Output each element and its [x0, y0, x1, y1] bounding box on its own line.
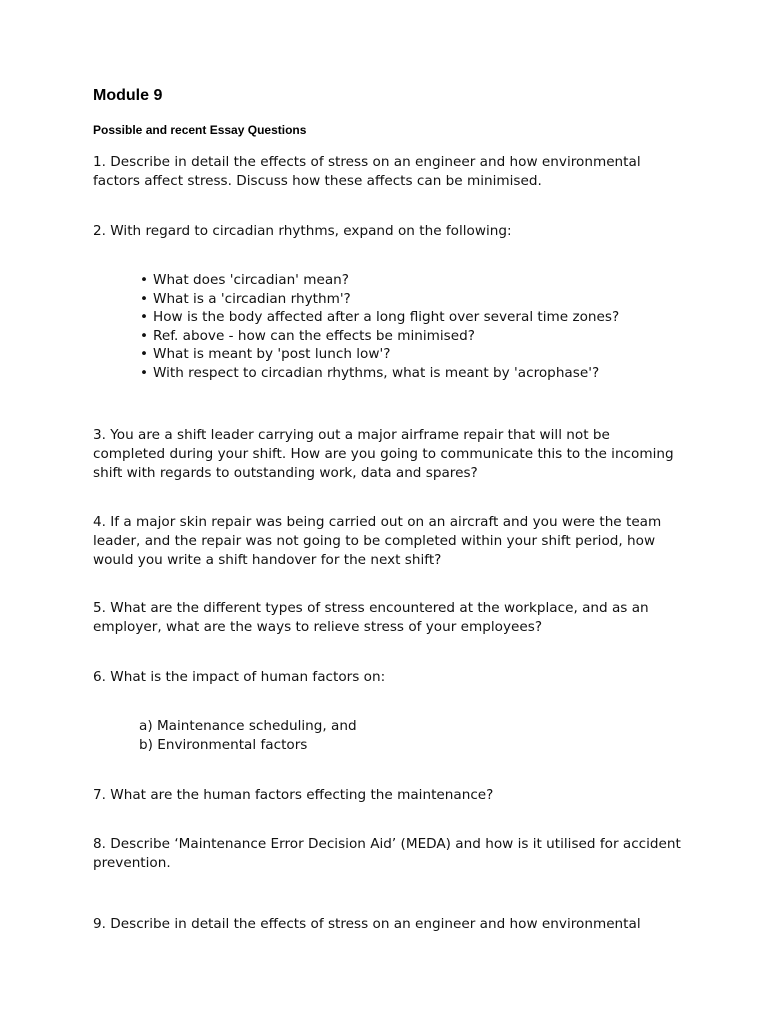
- question-1: 1. Describe in detail the effects of stress on an engineer and how environmental factors affect stress. Discuss how these affects can be minimised.: [93, 154, 641, 189]
- question-9: 9. Describe in detail the effects of stress on an engineer and how environmental: [93, 916, 641, 932]
- bullet-text: With respect to circadian rhythms, what is meant by 'acrophase'?: [153, 364, 600, 381]
- bullet-text: What is meant by 'post lunch low'?: [153, 346, 391, 362]
- module-title: Module 9: [93, 87, 163, 104]
- list-item: b) Environmental factors: [139, 737, 308, 753]
- question-6: 6. What is the impact of human factors on:: [93, 669, 386, 685]
- bullet-icon: •: [140, 346, 149, 362]
- bullet-text: What is a 'circadian rhythm'?: [153, 290, 351, 307]
- question-5: 5. What are the different types of stress encountered at the workplace, and as an employer, what are the ways to relieve stress of your employees?: [93, 600, 649, 635]
- question-3: 3. You are a shift leader carrying out a major airframe repair that will not be completed during your shift. How are you going to communicate this to the incoming shift with regards to outstanding work, data and spares?: [93, 427, 674, 481]
- list-item: [138, 327, 619, 346]
- bullet-text: What does 'circadian' mean?: [153, 272, 350, 288]
- list-item: [138, 271, 619, 290]
- bullet-icon: •: [140, 290, 149, 307]
- question-8: 8. Describe ‘Maintenance Error Decision Aid’ (MEDA) and how is it utilised for accident prevention.: [93, 836, 681, 871]
- list-item: a) Maintenance scheduling, and: [139, 718, 357, 734]
- bullet-icon: •: [140, 364, 149, 381]
- bullet-text: Ref. above - how can the effects be minimised?: [153, 327, 475, 344]
- bullet-text: How is the body affected after a long flight over several time zones?: [153, 309, 620, 325]
- list-item: [138, 345, 619, 364]
- bullet-icon: •: [140, 272, 149, 288]
- section-subtitle: Possible and recent Essay Questions: [93, 123, 307, 137]
- bullet-icon: •: [140, 327, 149, 344]
- bullet-icon: •: [140, 309, 149, 325]
- question-2-bullet-list: [138, 271, 619, 382]
- question-4: 4. If a major skin repair was being carried out on an aircraft and you were the team leader, and the repair was not going to be completed within your shift period, how would you write a shift handover for the next shift?: [93, 514, 662, 568]
- list-item: [138, 290, 619, 309]
- list-item: [138, 364, 619, 383]
- list-item: [138, 308, 619, 327]
- question-2: 2. With regard to circadian rhythms, expand on the following:: [93, 223, 512, 239]
- question-7: 7. What are the human factors effecting the maintenance?: [93, 787, 494, 803]
- question-6-sub-list: [139, 717, 357, 755]
